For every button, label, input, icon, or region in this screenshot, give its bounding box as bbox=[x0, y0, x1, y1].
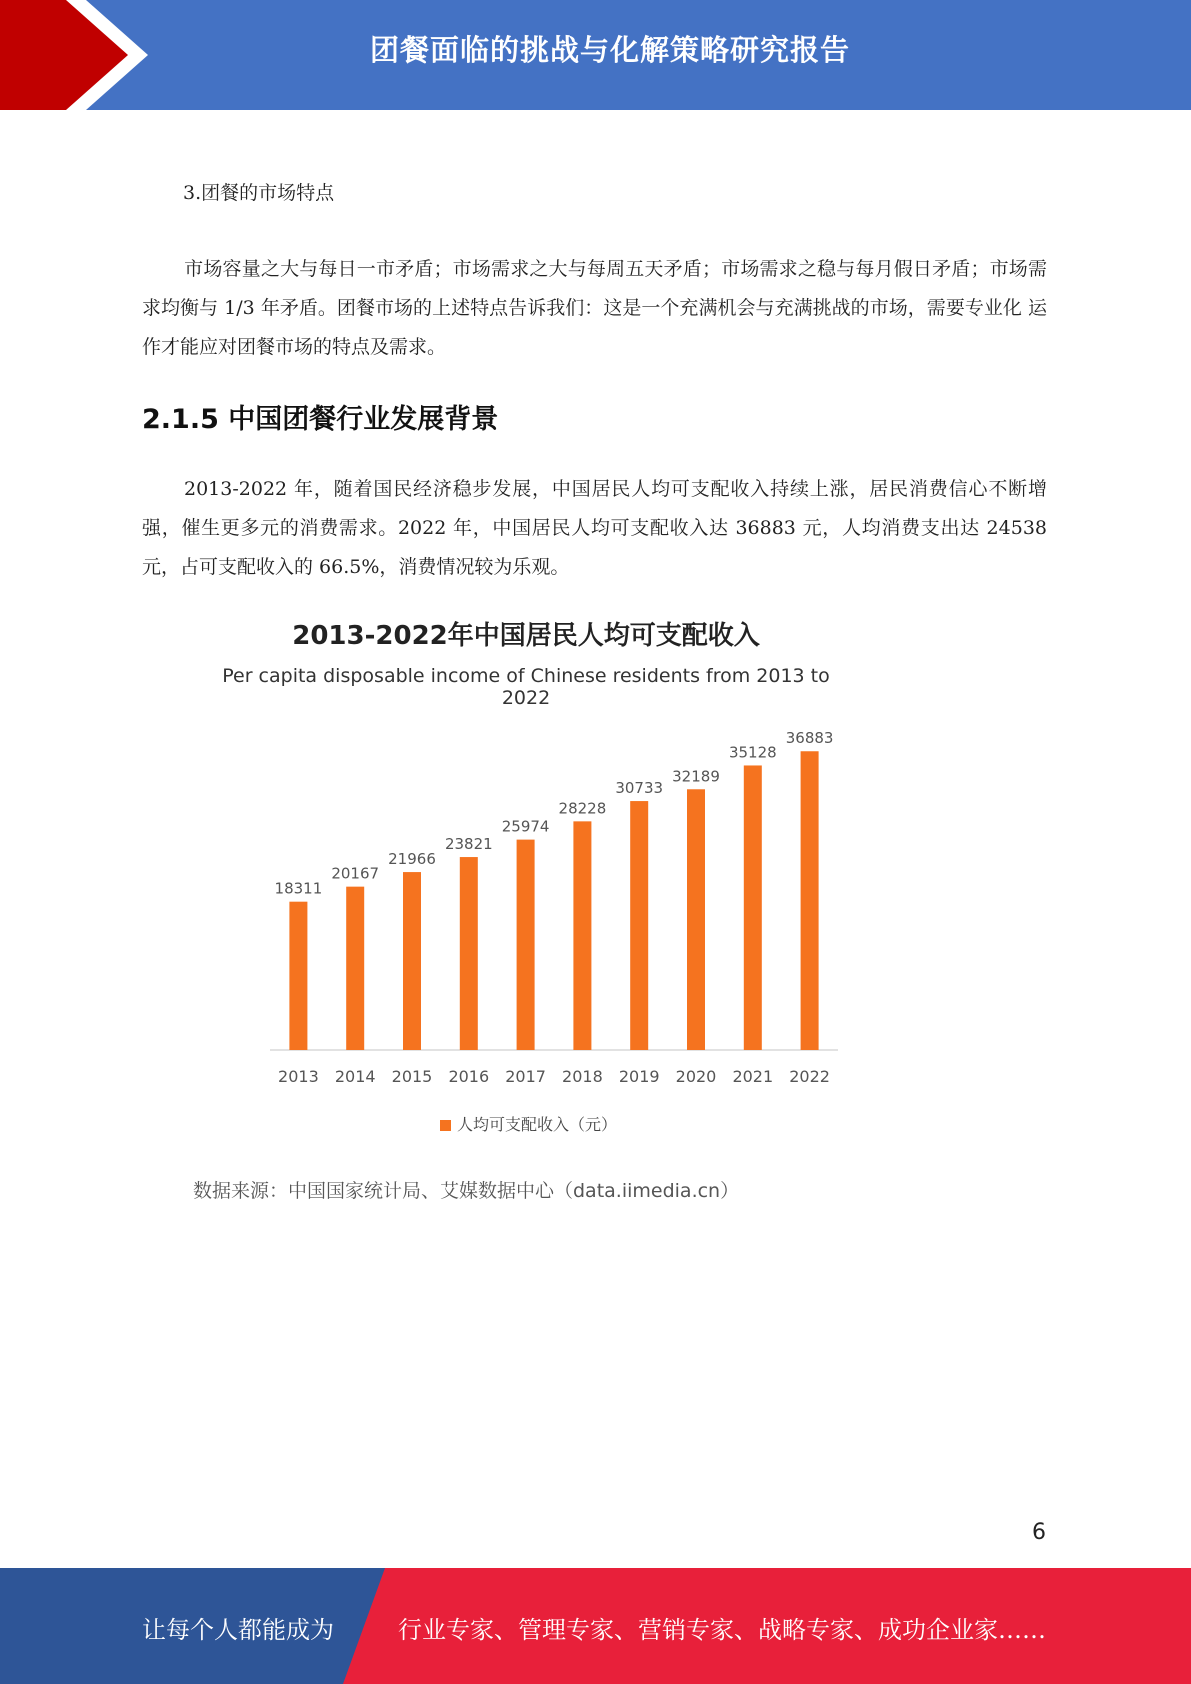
footer-slogan-right: 行业专家、管理专家、营销专家、战略专家、成功企业家…… bbox=[398, 1616, 1046, 1644]
bar-2016 bbox=[460, 857, 478, 1050]
x-tick-label-2020: 2020 bbox=[675, 1067, 717, 1086]
footer-slogan-left: 让每个人都能成为 bbox=[142, 1616, 334, 1644]
background-text: 2013-2022 年，随着国民经济稳步发展，中国居民人均可支配收入持续上涨，居民消费信心不断增强，催生更多元的消费需求。2022 年，中国居民人均可支配收入达 36883 元，人均消费支出达 24538 元，占可支配收入的 66.5%，消费情况较为乐观。 bbox=[142, 478, 1047, 578]
x-tick-label-2013: 2013 bbox=[278, 1067, 319, 1086]
report-title: 团餐面临的挑战与化解策略研究报告 bbox=[369, 33, 850, 67]
data-label-2015: 21966 bbox=[388, 850, 436, 869]
chart-title: 2013-2022年中国居民人均可支配收入 bbox=[292, 621, 760, 651]
data-label-2017: 25974 bbox=[501, 817, 550, 836]
market-features-text: 市场容量之大与每日一市矛盾；市场需求之大与每周五天矛盾；市场需求之稳与每月假日矛盾；市场需求均衡与 1/3 年矛盾。团餐市场的上述特点告诉我们：这是一个充满机会与充满挑战的市场，需要专业化 运作才能应对团餐市场的特点及需求。 bbox=[142, 258, 1047, 358]
data-label-2022: 36883 bbox=[785, 729, 834, 748]
x-tick-label-2015: 2015 bbox=[391, 1067, 433, 1086]
bar-2017 bbox=[517, 840, 535, 1050]
chart-subtitle: Per capita disposable income of Chinese residents from 2013 to 2022 bbox=[222, 665, 830, 709]
background-paragraph bbox=[142, 470, 1047, 587]
legend-swatch bbox=[440, 1120, 451, 1131]
section-heading: 2.1.5 中国团餐行业发展背景 bbox=[142, 404, 499, 435]
chart-legend bbox=[440, 1112, 617, 1135]
bar-2020 bbox=[687, 789, 705, 1050]
x-tick-label-2014: 2014 bbox=[334, 1067, 376, 1086]
bar-2018 bbox=[573, 821, 591, 1050]
x-tick-label-2017: 2017 bbox=[505, 1067, 546, 1086]
bar-2022 bbox=[801, 751, 819, 1050]
bar-2021 bbox=[744, 765, 762, 1050]
income-bar-chart bbox=[250, 720, 850, 1100]
bar-2015 bbox=[403, 872, 421, 1050]
data-label-2020: 32189 bbox=[672, 767, 720, 786]
data-label-2018: 28228 bbox=[558, 799, 607, 818]
legend-label: 人均可支配收入（元） bbox=[457, 1115, 618, 1134]
x-tick-label-2021: 2021 bbox=[732, 1067, 774, 1086]
data-label-2013: 18311 bbox=[274, 879, 323, 898]
x-tick-label-2016: 2016 bbox=[448, 1067, 490, 1086]
data-label-2014: 20167 bbox=[331, 864, 380, 883]
x-tick-label-2022: 2022 bbox=[789, 1067, 830, 1086]
bar-2013 bbox=[289, 902, 307, 1050]
data-label-2021: 35128 bbox=[728, 743, 777, 762]
section-label: 3.团餐的市场特点 bbox=[183, 182, 335, 204]
footer-banner bbox=[0, 1568, 1191, 1684]
data-label-2016: 23821 bbox=[444, 835, 493, 854]
bar-2014 bbox=[346, 887, 364, 1050]
page-number: 6 bbox=[1032, 1520, 1046, 1545]
bar-2019 bbox=[630, 801, 648, 1050]
x-tick-label-2019: 2019 bbox=[618, 1067, 660, 1086]
x-tick-label-2018: 2018 bbox=[562, 1067, 603, 1086]
header-banner bbox=[0, 0, 1191, 110]
market-features-paragraph bbox=[142, 250, 1047, 367]
data-source: 数据来源：中国国家统计局、艾媒数据中心（data.iimedia.cn） bbox=[193, 1180, 740, 1202]
data-label-2019: 30733 bbox=[615, 779, 664, 798]
